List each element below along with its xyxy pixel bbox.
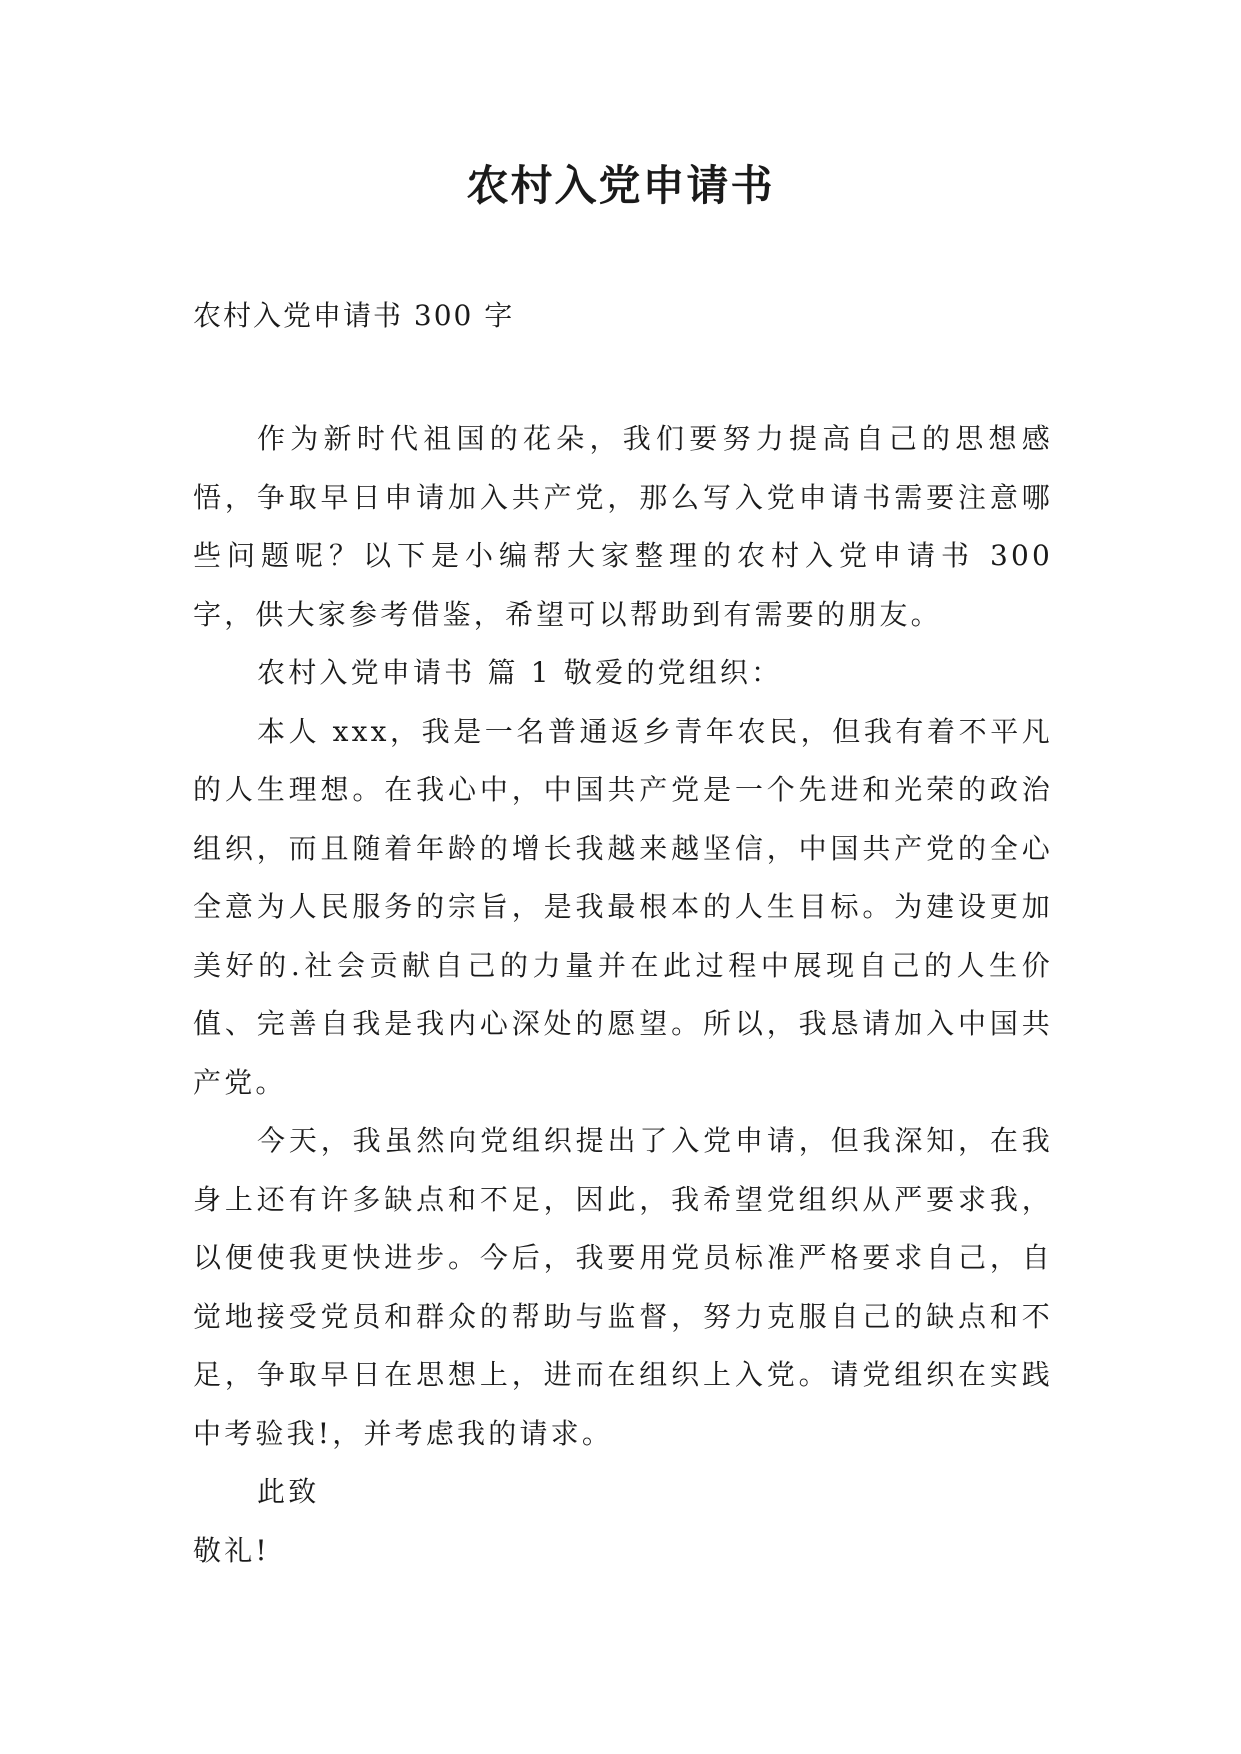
document-body (193, 410, 1053, 1580)
document-title: 农村入党申请书 (466, 161, 775, 210)
closing: 敬礼! (193, 1533, 270, 1567)
section-heading: 农村入党申请书 篇 1 敬爱的党组织： (257, 656, 783, 689)
intro-paragraph: 作为新时代祖国的花朵，我们要努力提高自己的思想感悟，争取早日申请加入共产党，那么写入党申请书需要注意哪些问题呢？以下是小编帮大家整理的农村入党申请书 300 字，供大家参考借鉴，希望可以帮助到有需要的朋友。 (193, 422, 1053, 631)
document-subtitle: 农村入党申请书 300 字 (193, 299, 515, 332)
body-paragraph-1: 本人 xxx，我是一名普通返乡青年农民，但我有着不平凡的人生理想。在我心中，中国共产党是一个先进和光荣的政治组织，而且随着年龄的增长我越来越坚信，中国共产党的全心全意为人民服务的宗旨，是我最根本的人生目标。为建设更加美好的.社会贡献自己的力量并在此过程中展现自己的人生价值、完善自我是我内心深处的愿望。所以，我恳请加入中国共产党。 (193, 714, 1053, 1099)
salutation: 此致 (257, 1475, 320, 1508)
body-paragraph-2: 今天，我虽然向党组织提出了入党申请，但我深知，在我身上还有许多缺点和不足，因此，我希望党组织从严要求我，以便使我更快进步。今后，我要用党员标准严格要求自己，自觉地接受党员和群众的帮助与监督，努力克服自己的缺点和不足，争取早日在思想上，进而在组织上入党。请党组织在实践中考验我!，并考虑我的请求。 (193, 1124, 1053, 1450)
